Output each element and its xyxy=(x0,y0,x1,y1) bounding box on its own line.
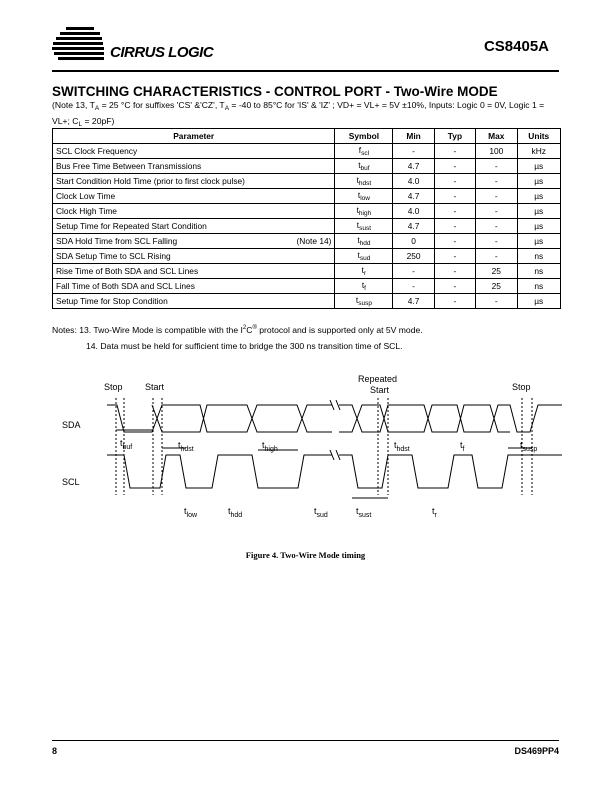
t-f-label: $t_f$ xyxy=(460,440,465,453)
max-cell: - xyxy=(476,294,517,309)
column-header: Max xyxy=(476,129,517,144)
table-row xyxy=(53,279,561,294)
typ-cell: - xyxy=(434,249,475,264)
t-r-label: $t_r$ xyxy=(432,506,437,519)
table-row xyxy=(53,144,561,159)
max-cell: - xyxy=(476,234,517,249)
units-cell: ns xyxy=(517,249,561,264)
typ-cell: - xyxy=(434,159,475,174)
figure-caption: Figure 4. Two-Wire Mode timing xyxy=(245,550,366,560)
typ-cell: - xyxy=(434,174,475,189)
max-cell: - xyxy=(476,204,517,219)
max-cell: - xyxy=(476,159,517,174)
label-start: Start xyxy=(145,382,165,392)
column-header: Min xyxy=(393,129,434,144)
param-cell: Rise Time of Both SDA and SCL Lines xyxy=(53,264,335,279)
symbol-cell: $t_{sust}$ xyxy=(335,219,393,234)
label-stop-right: Stop xyxy=(512,382,531,392)
column-header: Parameter xyxy=(53,129,335,144)
param-cell: Clock Low Time xyxy=(53,189,335,204)
max-cell: 25 xyxy=(476,279,517,294)
min-cell: - xyxy=(393,144,434,159)
param-cell: Start Condition Hold Time (prior to first clock pulse) xyxy=(53,174,335,189)
table-row xyxy=(53,234,561,249)
label-repeated: Repeated xyxy=(358,374,398,384)
t-buf-label: $t_{buf}$ xyxy=(120,438,133,451)
note-14: 14. Data must be held for sufficient time to bridge the 300 ns transition time of SCL. xyxy=(86,341,403,351)
table-row xyxy=(53,219,561,234)
units-cell: µs xyxy=(517,204,561,219)
t-sud-label: $t_{sud}$ xyxy=(314,506,328,519)
min-cell: 4.0 xyxy=(393,174,434,189)
table-row xyxy=(53,249,561,264)
min-cell: 250 xyxy=(393,249,434,264)
param-cell: Setup Time for Repeated Start Condition xyxy=(53,219,335,234)
two-wire-timing-diagram xyxy=(52,370,562,540)
symbol-cell: $t_{sud}$ xyxy=(335,249,393,264)
t-susp-label: $t_{susp}$ xyxy=(520,440,538,453)
symbol-cell: $t_{buf}$ xyxy=(335,159,393,174)
min-cell: 4.7 xyxy=(393,189,434,204)
footer-rule xyxy=(52,740,559,741)
table-row xyxy=(53,174,561,189)
max-cell: - xyxy=(476,249,517,264)
param-cell: SDA Hold Time from SCL Falling (Note 14) xyxy=(53,234,335,249)
min-cell: 4.7 xyxy=(393,159,434,174)
t-hdst2-label: $t_{hdst}$ xyxy=(394,440,410,453)
label-stop-left: Stop xyxy=(104,382,123,392)
table-row xyxy=(53,189,561,204)
param-cell: Bus Free Time Between Transmissions xyxy=(53,159,335,174)
units-cell: µs xyxy=(517,189,561,204)
table-row xyxy=(53,204,561,219)
test-conditions: (Note 13, $T_A = 25$ °C for suffixes 'CS' &'CZ', $T_A = -40$ to 85°C for 'IS' & 'IZ' ; VD+ = VL+ = 5V ±10%, Inputs: Logic 0 = 0V, Logic 1 = VL+; $C_L = 20pF$) xyxy=(52,100,545,128)
symbol-cell: $t_{low}$ xyxy=(335,189,393,204)
section-title: SWITCHING CHARACTERISTICS - CONTROL PORT - Two-Wire MODE xyxy=(52,84,498,99)
column-header: Symbol xyxy=(335,129,393,144)
max-cell: 100 xyxy=(476,144,517,159)
min-cell: 4.7 xyxy=(393,294,434,309)
typ-cell: - xyxy=(434,279,475,294)
document-id: DS469PP4 xyxy=(514,746,559,756)
param-cell: SCL Clock Frequency xyxy=(53,144,335,159)
typ-cell: - xyxy=(434,294,475,309)
units-cell: µs xyxy=(517,174,561,189)
min-cell: 4.0 xyxy=(393,204,434,219)
units-cell: µs xyxy=(517,294,561,309)
units-cell: ns xyxy=(517,279,561,294)
min-cell: - xyxy=(393,264,434,279)
symbol-cell: $t_f$ xyxy=(335,279,393,294)
min-cell: - xyxy=(393,279,434,294)
symbol-cell: $t_{hdst}$ xyxy=(335,174,393,189)
max-cell: - xyxy=(476,189,517,204)
t-hdst-label: $t_{hdst}$ xyxy=(178,440,194,453)
typ-cell: - xyxy=(434,204,475,219)
note-13: Notes: 13. Two-Wire Mode is compatible with the $I^2C®$ protocol and is supported only at 5V mode. xyxy=(52,325,423,335)
min-cell: 4.7 xyxy=(393,219,434,234)
typ-cell: - xyxy=(434,189,475,204)
typ-cell: - xyxy=(434,219,475,234)
units-cell: ns xyxy=(517,264,561,279)
t-hdd-label: $t_{hdd}$ xyxy=(228,506,243,519)
table-row xyxy=(53,294,561,309)
param-cell: SDA Setup Time to SCL Rising xyxy=(53,249,335,264)
param-cell: Fall Time of Both SDA and SCL Lines xyxy=(53,279,335,294)
break-mark xyxy=(330,400,340,460)
notes xyxy=(52,320,423,354)
label-scl: SCL xyxy=(62,477,80,487)
page-number: 8 xyxy=(52,746,58,756)
max-cell: - xyxy=(476,174,517,189)
units-cell: µs xyxy=(517,234,561,249)
table-row xyxy=(53,159,561,174)
switching-characteristics-table xyxy=(52,128,561,309)
symbol-cell: $t_{susp}$ xyxy=(335,294,393,309)
max-cell: - xyxy=(476,219,517,234)
table-row xyxy=(53,264,561,279)
symbol-cell: $f_{scl}$ xyxy=(335,144,393,159)
units-cell: µs xyxy=(517,159,561,174)
typ-cell: - xyxy=(434,264,475,279)
column-header: Units xyxy=(517,129,561,144)
typ-cell: - xyxy=(434,234,475,249)
units-cell: kHz xyxy=(517,144,561,159)
max-cell: 25 xyxy=(476,264,517,279)
note-ref: (Note 14) xyxy=(296,236,332,246)
min-cell: 0 xyxy=(393,234,434,249)
t-low-label: $t_{low}$ xyxy=(184,506,198,519)
symbol-cell: $t_{high}$ xyxy=(335,204,393,219)
label-repeated-start: Start xyxy=(370,385,390,395)
header-rule xyxy=(52,70,559,72)
column-header: Typ xyxy=(434,129,475,144)
symbol-cell: $t_{hdd}$ xyxy=(335,234,393,249)
part-number: CS8405A xyxy=(483,38,549,55)
t-high-label: $t_{high}$ xyxy=(262,440,278,453)
symbol-cell: $t_r$ xyxy=(335,264,393,279)
label-sda: SDA xyxy=(62,420,81,430)
param-cell: Clock High Time xyxy=(53,204,335,219)
scl-waveform xyxy=(107,455,562,488)
table-header-row xyxy=(53,129,561,144)
units-cell: µs xyxy=(517,219,561,234)
typ-cell: - xyxy=(434,144,475,159)
brand-name: CIRRUS LOGIC xyxy=(110,44,214,61)
t-sust-label: $t_{sust}$ xyxy=(356,506,372,519)
param-cell: Setup Time for Stop Condition xyxy=(53,294,335,309)
